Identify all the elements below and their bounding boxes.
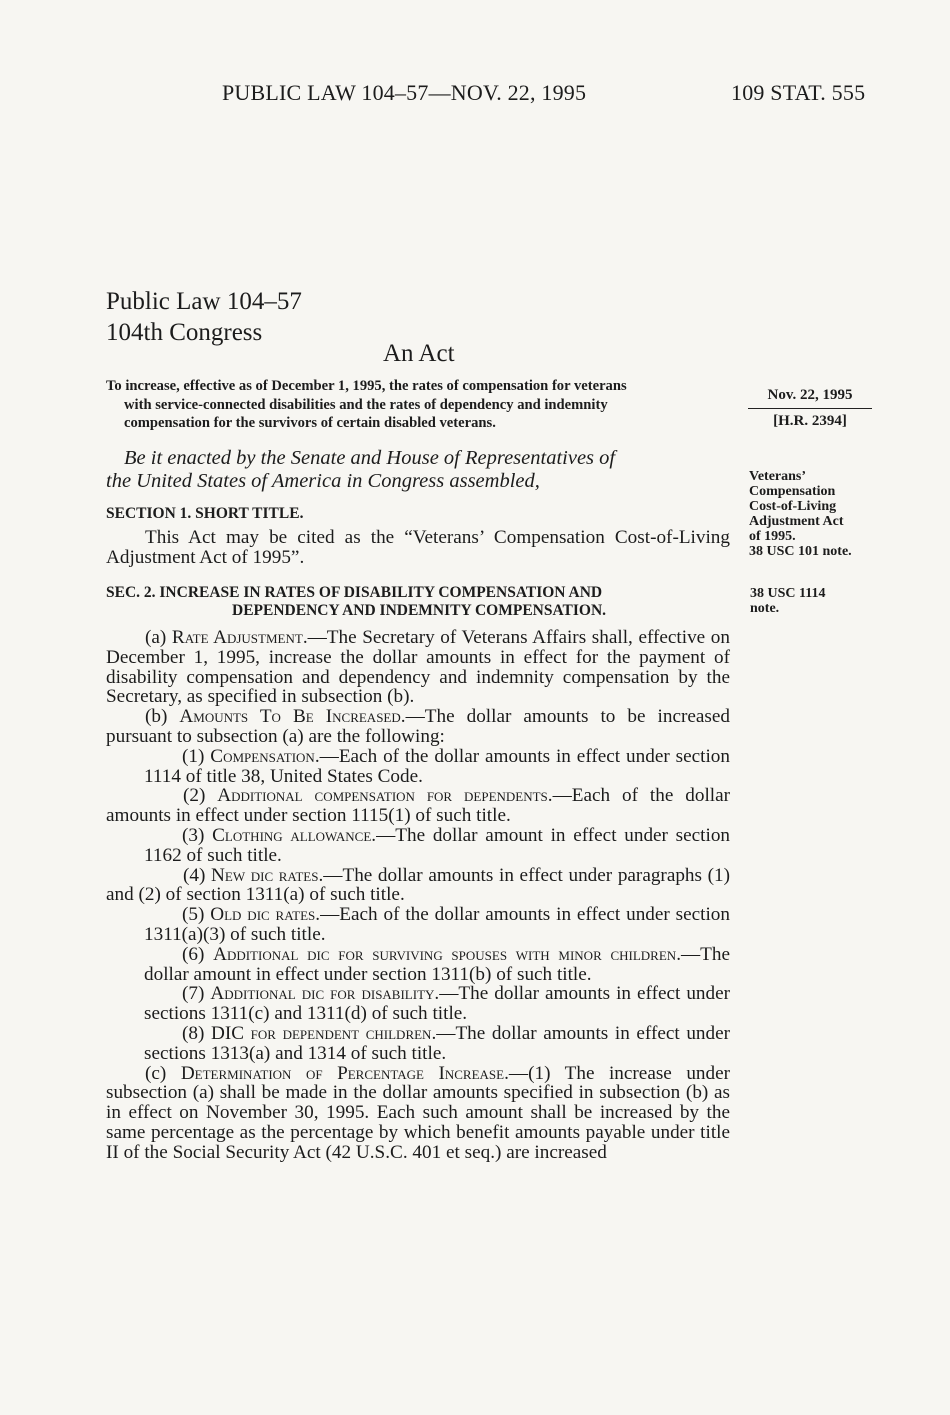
paragraph-item: (3) Clothing allowance.—The dollar amount in effect under section 1162 of such title. — [144, 824, 731, 866]
paragraph-caption: New dic rates — [211, 864, 319, 886]
paragraph-text: The dollar amounts in effect under paragraphs (1) and (2) of section 1311(a) of such title. — [106, 864, 731, 906]
paragraph-caption: Additional compensation for dependents — [217, 785, 548, 807]
margin-note-short-title — [749, 469, 879, 559]
paragraph-text: The dollar amount in effect under section 1311(b) of such title. — [144, 943, 731, 985]
margin-note-line: 38 USC 101 note. — [749, 544, 852, 559]
margin-note-sec-2 — [750, 586, 870, 616]
subsection-number: (c) — [145, 1062, 167, 1084]
paragraph-item: (7) Additional dic for disability.—The dollar amounts in effect under sections 1311(c) and 1311(d) of such title. — [144, 983, 731, 1025]
bill-number: [H.R. 2394] — [773, 413, 847, 429]
paragraph-caption: Old dic rates — [210, 904, 316, 926]
an-act-heading: An Act — [383, 340, 455, 367]
paragraph-text: The dollar amount in effect under section 1162 of such title. — [144, 824, 731, 866]
short-title-paragraph: This Act may be cited as the “Veterans’ Compensation Cost-of-Living Adjustment Act of 1995”. — [106, 527, 730, 568]
subsection-c: (c) Determination of Percentage Increase.—(1) The increase under subsection (a) shall be made in the dollar amounts specified in subsection (b) as in effect on November 30, 1995. Each such amount shall be increased by the same percentage as the percentage by which benefit amounts payable under title II of the Social Security Act (42 U.S.C. 401 et seq.) are increased — [106, 1062, 731, 1163]
margin-note-line: Compensation — [749, 484, 836, 499]
enactment-date: Nov. 22, 1995 — [767, 387, 853, 403]
congress-number: 104th Congress — [106, 319, 263, 346]
paragraph-caption: Compensation — [210, 745, 315, 767]
subsection-text: (1) The increase under subsection (a) shall be made in the dollar amounts specified in subsection (b) as in effect on November 30, 1995. Each such amount shall be increased by the same percentage as the percentage by which benefit amounts payable under title II of the Social Security Act (42 U.S.C. 401 et seq.) are increased — [106, 1062, 731, 1163]
enactment-date-box — [748, 387, 872, 430]
paragraph-number: (7) — [182, 983, 205, 1005]
purpose-statement — [106, 377, 730, 433]
paragraph-number: (4) — [183, 864, 206, 886]
margin-note-line: Veterans’ — [749, 469, 807, 484]
subsection-text: The Secretary of Veterans Affairs shall, effective on December 1, 1995, increase the dollar amounts in effect for the payment of disability compensation and dependency and indemnity compensation by the Secretary, as specified in subsection (b). — [106, 627, 730, 708]
paragraph-number: (2) — [183, 785, 206, 807]
subsection-b: (b) Amounts To Be Increased.—The dollar amounts to be increased pursuant to subsection (a) are the following: — [106, 706, 730, 747]
section-1-heading: SECTION 1. SHORT TITLE. — [106, 505, 304, 522]
paragraph-number: (5) — [182, 904, 205, 926]
margin-note-line: of 1995. — [749, 529, 796, 544]
paragraph-item: (4) New dic rates.—The dollar amounts in effect under paragraphs (1) and (2) of section 1311(a) of such title. — [106, 864, 731, 906]
paragraph-text: Each of the dollar amounts in effect under section 1114 of title 38, United States Code. — [144, 745, 730, 787]
paragraph-number: (8) — [182, 1022, 205, 1044]
subsection-number: (b) — [145, 706, 168, 728]
section-2-body — [106, 628, 730, 1163]
enacting-line: Be it enacted by the Senate and House of Representatives of — [124, 447, 616, 469]
paragraph-item: (2) Additional compensation for dependents.—Each of the dollar amounts in effect under section 1115(1) of such title. — [106, 785, 731, 827]
paragraph-item: (1) Compensation.—Each of the dollar amounts in effect under section 1114 of title 38, United States Code. — [144, 745, 730, 787]
subsection-a: (a) Rate Adjustment.—The Secretary of Veterans Affairs shall, effective on December 1, 1995, increase the dollar amounts in effect for the payment of disability compensation and dependency and indemnity compensation by the Secretary, as specified in subsection (b). — [106, 627, 730, 708]
purpose-line: To increase, effective as of December 1, 1995, the rates of compensation for veterans — [106, 378, 627, 394]
paragraph-item: (6) Additional dic for surviving spouses with minor children.—The dollar amount in effect under section 1311(b) of such title. — [144, 943, 731, 985]
paragraph-text: The dollar amounts in effect under sections 1313(a) and 1314 of such title. — [144, 1022, 731, 1064]
paragraph-text: Each of the dollar amounts in effect under section 1115(1) of such title. — [106, 785, 731, 827]
running-header: PUBLIC LAW 104–57—NOV. 22, 1995 — [222, 80, 587, 105]
paragraph-caption-prefix: DIC — [211, 1022, 245, 1044]
paragraph-item: (8) DIC for dependent children.—The dollar amounts in effect under sections 1313(a) and 1314 of such title. — [144, 1022, 731, 1064]
enacting-line: the United States of America in Congress assembled, — [106, 470, 540, 492]
margin-note-line: 38 USC 1114 — [750, 586, 826, 601]
subsection-number: (a) — [145, 627, 167, 648]
subsection-caption: Determination of Percentage Increase — [180, 1062, 505, 1084]
paragraph-item: (5) Old dic rates.—Each of the dollar amounts in effect under section 1311(a)(3) of such title. — [144, 904, 730, 945]
section-2-heading-line: DEPENDENCY AND INDEMNITY COMPENSATION. — [232, 602, 607, 619]
section-1-text — [106, 528, 730, 568]
margin-note-line: Adjustment Act — [749, 514, 844, 529]
section-2-heading-line: SEC. 2. INCREASE IN RATES OF DISABILITY COMPENSATION AND — [106, 584, 603, 601]
subsection-caption: Amounts To Be Increased — [179, 706, 401, 728]
subsection-text: The dollar amounts to be increased pursuant to subsection (a) are the following: — [106, 706, 730, 747]
paragraph-number: (3) — [182, 824, 205, 846]
stat-reference: 109 STAT. 555 — [731, 80, 866, 105]
paragraph-caption: for dependent children — [250, 1022, 432, 1044]
enacting-clause — [106, 447, 734, 493]
public-law-number: Public Law 104–57 — [106, 288, 302, 315]
paragraph-number: (1) — [182, 745, 205, 767]
paragraph-number: (6) — [182, 943, 205, 965]
margin-note-line: note. — [750, 601, 780, 616]
margin-note-line: Cost-of-Living — [749, 499, 837, 514]
paragraph-caption: Additional dic for surviving spouses with minor children — [213, 943, 677, 965]
paragraph-caption: Additional dic for disability — [210, 983, 435, 1005]
date-rule — [748, 408, 872, 409]
purpose-line: with service-connected disabilities and the rates of dependency and indemnity — [124, 396, 608, 413]
paragraph-text: Each of the dollar amounts in effect under section 1311(a)(3) of such title. — [144, 904, 730, 945]
paragraph-caption: Clothing allowance — [212, 824, 372, 846]
paragraph-text: The dollar amounts in effect under sections 1311(c) and 1311(d) of such title. — [144, 983, 731, 1025]
purpose-line: compensation for the survivors of certain disabled veterans. — [124, 415, 496, 431]
section-2-heading — [106, 584, 734, 620]
subsection-caption: Rate Adjustment — [171, 627, 303, 648]
